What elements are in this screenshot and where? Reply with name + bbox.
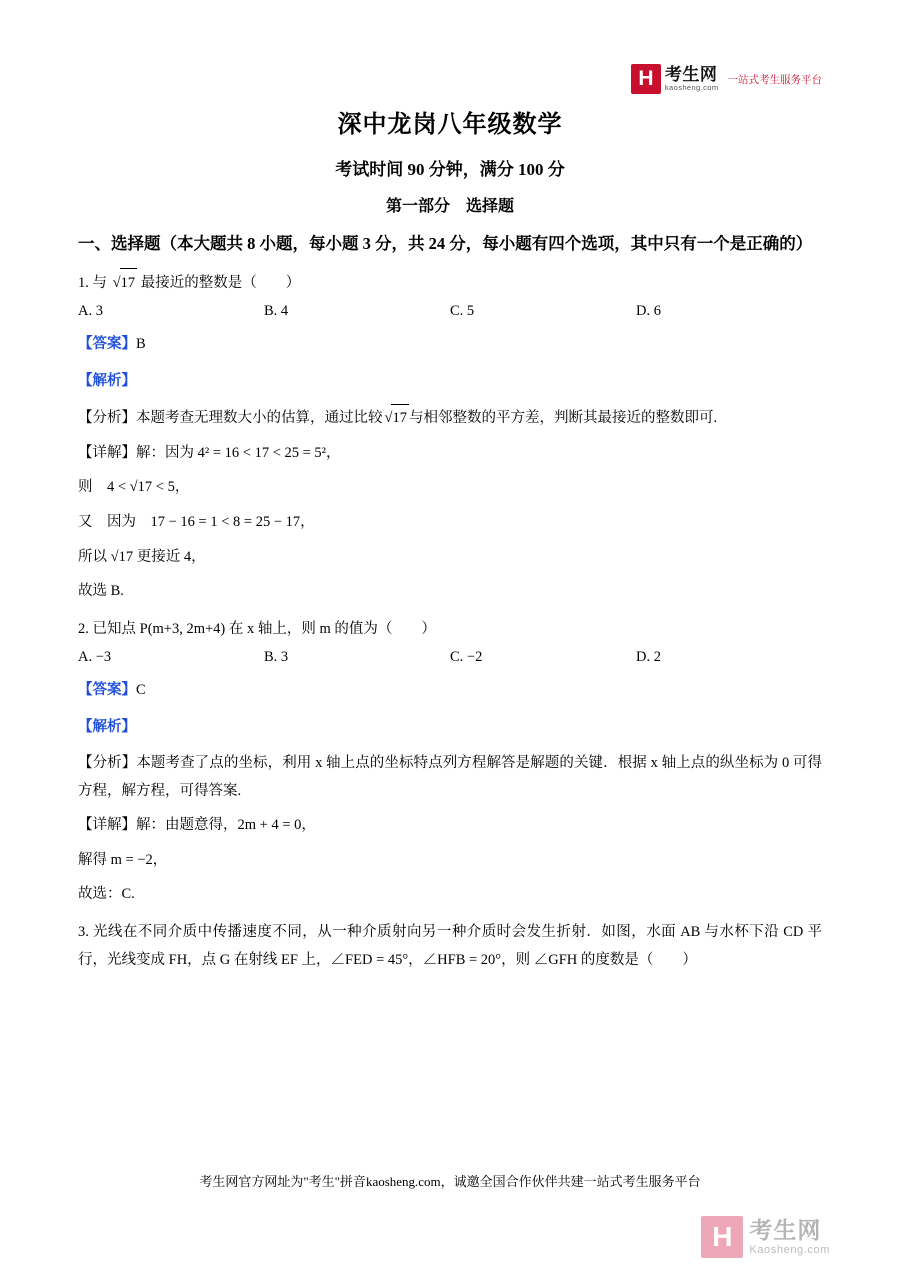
question-3-stem [78,918,822,975]
logo-domain: kaosheng.com [664,82,719,92]
site-logo [631,62,822,96]
detail-line-0: 解：由题意得，2m + 4 = 0， [136,817,316,834]
watermark-name: 考生网 [749,1217,822,1244]
question-2-analysis [78,750,822,805]
section-heading: 一、选择题（本大题共 8 小题，每小题 3 分，共 24 分，每小题有四个选项，其中只有一个是正确的） [78,234,813,253]
question-2-explain-label [78,714,822,740]
question-1-suffix: 最接近的整数是（ ） [140,274,301,291]
question-2-stem [78,615,822,643]
question-2-choices [78,649,822,666]
question-1-detail-2: 又 因为 17 − 16 = 1 < 8 = 25 − 17， [78,513,315,530]
choice-a[interactable]: A. −3 [78,648,112,665]
choice-d[interactable]: D. 2 [636,648,661,665]
explain-label: 【解析】 [78,373,136,390]
logo-slogan: 一站式考生服务平台 [727,73,822,86]
question-1-detail-3: 所以 √17 更接近 4， [78,548,206,565]
choice-a[interactable]: A. 3 [78,303,103,320]
sqrt-radicand: 17 [120,268,138,297]
question-3-number: 3. [78,923,89,940]
question-3-text: 光线在不同介质中传播速度不同，从一种介质射向另一种介质时会发生折射．如图，水面 AB 与水杯下沿 CD 平行，光线变成 FH，点 G 在射线 EF 上，∠FED = 45°，∠HFB = 20°，则 ∠GFH 的度数是（ ） [78,923,822,969]
detail-label: 【详解】 [78,444,136,461]
question-2-number: 2. [78,620,89,637]
question-2-detail-2: 故选：C. [78,886,135,903]
analysis-part2: 与相邻整数的平方差，判断其最接近的整数即可. [408,410,718,427]
question-2-detail-1: 解得 m = −2， [78,851,168,868]
question-1-choices [78,303,822,320]
analysis-label: 【分析】 [78,410,136,427]
watermark [701,1216,830,1258]
detail-line-0: 解：因为 4² = 16 < 17 < 25 = 5²， [136,444,341,461]
detail-label: 【详解】 [78,817,136,834]
answer-value: C [136,681,146,698]
choice-c[interactable]: C. −2 [450,648,483,665]
question-2-answer [78,677,822,703]
logo-mark-icon: H [631,64,661,94]
question-1-stem [78,268,822,297]
answer-label: 【答案】 [78,681,136,698]
question-1-detail-1: 则 4 < √17 < 5， [78,479,190,496]
question-1-detail-4: 故选 B. [78,583,124,600]
sqrt-17-analysis: √17 [383,404,409,433]
exam-info: 考试时间 90 分钟，满分 100 分 [335,160,565,179]
choice-d[interactable]: D. 6 [636,303,661,320]
footer-note [0,1171,900,1190]
sqrt-radicand-analysis: 17 [391,404,409,433]
footer-text-after: ，诚邀全国合作伙伴共建一站式考生服务平台 [440,1174,701,1189]
answer-label: 【答案】 [78,336,136,353]
watermark-text [749,1218,830,1255]
question-1-answer [78,331,822,357]
explain-label: 【解析】 [78,718,136,735]
question-2-text: 已知点 P(m+3, 2m+4) 在 x 轴上，则 m 的值为（ ） [92,620,436,637]
analysis-part1: 本题考查无理数大小的估算，通过比较 [136,410,383,427]
question-1-analysis [78,404,822,433]
logo-name: 考生网 [664,65,718,85]
question-2-detail-0 [78,812,822,840]
logo-text [665,66,719,92]
question-1-detail-0 [78,440,822,468]
question-1-number: 1. [78,274,89,291]
page-title: 深中龙岗八年级数学 [337,112,563,138]
sqrt-17-inline: √17 [111,268,137,297]
choice-c[interactable]: C. 5 [450,303,475,320]
analysis-label: 【分析】 [78,755,137,772]
choice-b[interactable]: B. 3 [264,648,289,665]
part-heading: 第一部分 选择题 [385,198,514,215]
choice-b[interactable]: B. 4 [264,303,289,320]
question-1-explain-label [78,368,822,394]
answer-value: B [136,336,146,353]
footer-url: kaosheng.com [365,1174,441,1189]
footer-text-before: 考生网官方网址为"考生"拼音 [199,1174,366,1189]
watermark-mark-icon: H [701,1216,743,1258]
analysis-text: 本题考查了点的坐标，利用 x 轴上点的坐标特点列方程解答是解题的关键．根据 x 轴上点的纵坐标为 0 可得方程，解方程，可得答案. [78,755,823,799]
question-1-prefix: 与 [92,274,107,291]
watermark-domain: Kaosheng.com [749,1243,830,1256]
